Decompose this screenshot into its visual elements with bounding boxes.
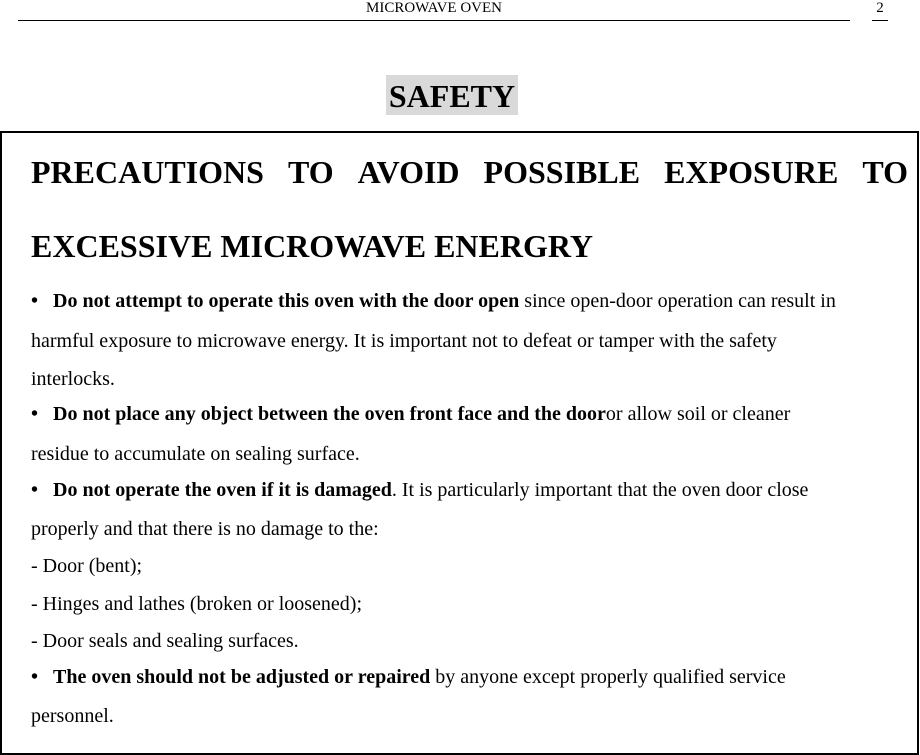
damage-list-item: - Door seals and sealing surfaces.	[31, 630, 299, 652]
precaution-item-1	[31, 289, 911, 313]
precaution-emphasis: The oven should not be adjusted or repaired	[53, 666, 431, 688]
section-title: SAFETY	[386, 75, 518, 115]
precaution-continuation: harmful exposure to microwave energy. It is important not to defeat or tamper with the safety	[31, 330, 777, 352]
heading-word: POSSIBLE	[483, 154, 641, 190]
precaution-emphasis: Do not attempt to operate this oven with the door open	[53, 290, 520, 312]
running-header-title: MICROWAVE OVEN	[18, 0, 850, 21]
heading-word: TO	[862, 154, 908, 190]
precaution-item-3	[31, 478, 911, 502]
heading-word: TO	[287, 154, 334, 190]
precaution-text: . It is particularly important that the oven door close	[391, 479, 809, 501]
precaution-emphasis: Do not operate the oven if it is damaged	[53, 479, 392, 501]
precaution-item-2	[31, 402, 911, 426]
precaution-continuation: interlocks.	[31, 368, 115, 390]
precautions-heading-line-2: EXCESSIVE MICROWAVE ENERGRY	[31, 228, 593, 264]
precaution-text: since open-door operation can result in	[519, 290, 836, 312]
precaution-text: by anyone except properly qualified service	[430, 666, 786, 688]
bullet-icon: •	[31, 403, 39, 425]
page-number: 2	[872, 0, 888, 21]
precaution-emphasis: Do not place any object between the oven front face and the door	[53, 403, 606, 425]
precaution-continuation: properly and that there is no damage to the:	[31, 518, 379, 540]
heading-word: PRECAUTIONS	[31, 154, 264, 190]
heading-word: AVOID	[357, 154, 460, 190]
precautions-heading-line-1	[31, 152, 908, 192]
precaution-text: or allow soil or cleaner	[605, 403, 791, 425]
bullet-icon: •	[31, 290, 39, 312]
precaution-continuation: residue to accumulate on sealing surface.	[31, 443, 360, 465]
precaution-continuation: personnel.	[31, 705, 114, 727]
damage-list-item: - Hinges and lathes (broken or loosened);	[31, 593, 363, 615]
precaution-item-4	[31, 665, 911, 689]
bullet-icon: •	[31, 479, 39, 501]
heading-word: EXPOSURE	[664, 154, 839, 190]
damage-list-item: - Door (bent);	[31, 555, 143, 577]
bullet-icon: •	[31, 666, 39, 688]
